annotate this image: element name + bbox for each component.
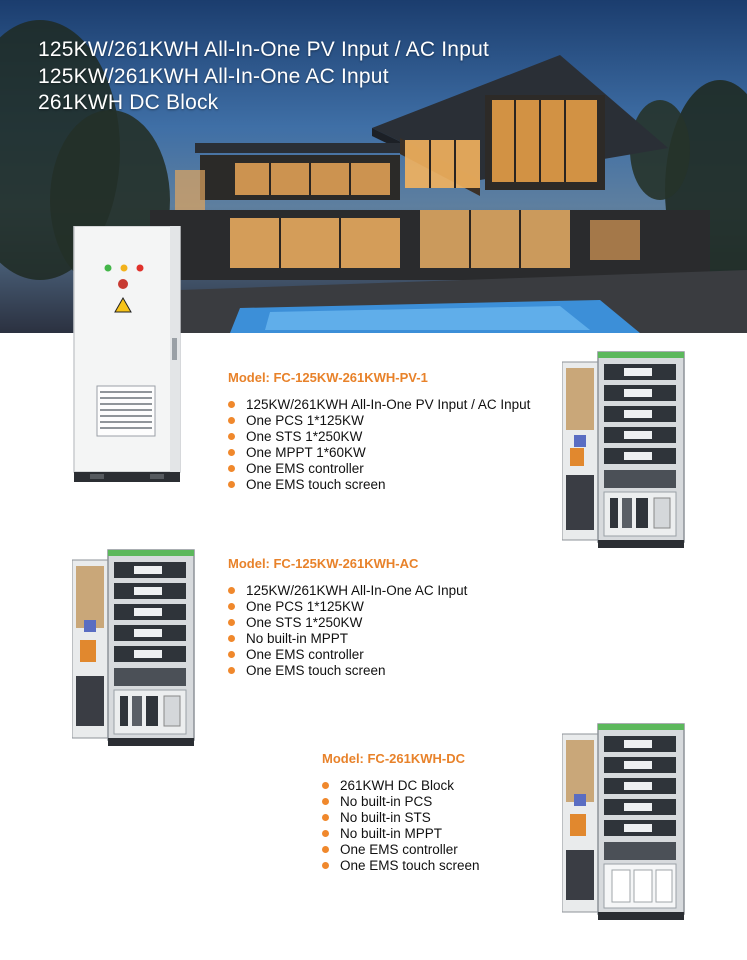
list-item: No built-in MPPT (228, 631, 467, 647)
list-item: One EMS controller (322, 842, 480, 858)
model-dc-features (322, 778, 480, 874)
list-item: One EMS touch screen (228, 663, 467, 679)
open-cabinet-dc-image (562, 722, 686, 922)
model-dc-title: Model: FC-261KWH-DC (322, 751, 465, 766)
model-pv-block (228, 370, 530, 493)
open-cabinet-pv-image (562, 350, 686, 550)
list-item: No built-in PCS (322, 794, 480, 810)
open-cabinet-ac-image (72, 548, 196, 748)
list-item: 125KW/261KWH All-In-One AC Input (228, 583, 467, 599)
hero-title-line-3: 261KWH DC Block (38, 91, 219, 114)
closed-cabinet-image (72, 226, 184, 484)
list-item: 125KW/261KWH All-In-One PV Input / AC Input (228, 397, 530, 413)
list-item: One EMS controller (228, 461, 530, 477)
model-ac-features (228, 583, 467, 679)
list-item: One MPPT 1*60KW (228, 445, 530, 461)
model-dc-block (322, 751, 480, 874)
list-item: One STS 1*250KW (228, 615, 467, 631)
list-item: One EMS controller (228, 647, 467, 663)
list-item: One STS 1*250KW (228, 429, 530, 445)
list-item: One EMS touch screen (228, 477, 530, 493)
hero-title-line-1: 125KW/261KWH All-In-One PV Input / AC Input (38, 38, 489, 61)
hero-title-line-2: 125KW/261KWH All-In-One AC Input (38, 65, 389, 88)
list-item: One PCS 1*125KW (228, 413, 530, 429)
list-item: No built-in MPPT (322, 826, 480, 842)
model-pv-features (228, 397, 530, 493)
model-ac-title: Model: FC-125KW-261KWH-AC (228, 556, 419, 571)
list-item: One PCS 1*125KW (228, 599, 467, 615)
list-item: No built-in STS (322, 810, 480, 826)
list-item: 261KWH DC Block (322, 778, 480, 794)
list-item: One EMS touch screen (322, 858, 480, 874)
model-pv-title: Model: FC-125KW-261KWH-PV-1 (228, 370, 428, 385)
model-ac-block (228, 556, 467, 679)
